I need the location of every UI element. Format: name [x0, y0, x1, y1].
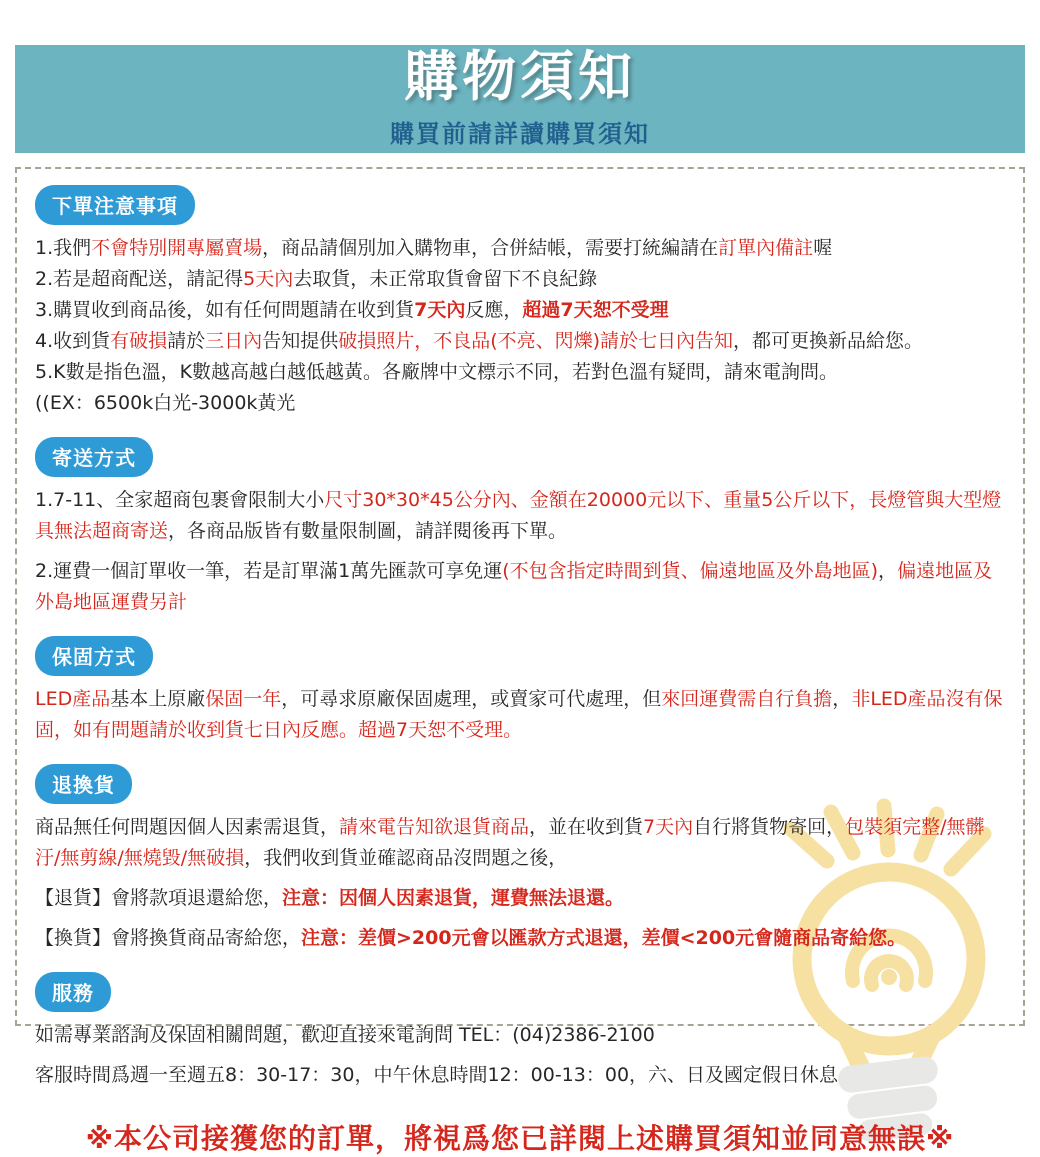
text-line: [35, 264, 1005, 295]
highlight-run: 不會特別開專屬賣場: [91, 237, 263, 259]
highlight-run: 7天內: [414, 299, 466, 321]
text-run: 請於: [167, 330, 206, 352]
footer-note: ※本公司接獲您的訂單，將視爲您已詳閱上述購買須知並同意無誤※: [85, 1122, 955, 1155]
notice-box: [15, 167, 1025, 1155]
text-run: 商品無任何問題因個人因素需退貨，: [35, 816, 340, 838]
highlight-run: 5天內: [243, 268, 294, 290]
highlight-run: 包裝須完整/無髒汙/無剪線/無燒毀/無破損: [35, 816, 985, 869]
text-line: [35, 1060, 1005, 1091]
text-run: 1.7-11、全家超商包裹會限制大小: [35, 489, 325, 511]
highlight-run: 尺寸30*30*45公分內、金額在20000元以下、重量5公斤以下，長燈管與大型燈具無法超商寄送: [35, 489, 1002, 542]
text-run: 如需專業諮詢及保固相關問題，歡迎直接來電詢問 TEL：(04)2386-2100: [35, 1024, 655, 1046]
highlight-run: 有破損: [110, 330, 168, 352]
text-run: 2.若是超商配送，請記得: [35, 268, 244, 290]
page-title: 購物須知: [404, 45, 636, 109]
text-run: 1.我們: [35, 237, 92, 259]
text-line: [35, 326, 1005, 357]
section-returns: [35, 762, 1005, 954]
text-run: ，可尋求原廠保固處理，或賣家可代處理，但: [281, 688, 662, 710]
text-line: [35, 295, 1005, 326]
highlight-run: (不包含指定時間到貨、偏遠地區及外島地區): [502, 560, 879, 582]
section-warranty: [35, 634, 1005, 746]
page-subtitle: 購買前請詳讀購買須知: [390, 119, 650, 148]
highlight-run: 7天內: [643, 816, 694, 838]
text-line: [35, 923, 1005, 954]
highlight-run: 破損照片，不良品(不亮、閃爍)請於七日內告知: [338, 330, 734, 352]
text-line: [35, 388, 1005, 419]
text-line: [35, 812, 1005, 874]
text-line: [35, 1020, 1005, 1051]
text-line: [35, 357, 1005, 388]
highlight-run: 注意：因個人因素退貨，運費無法退還。: [282, 887, 625, 909]
section-order-notes: [35, 183, 1005, 419]
highlight-run: 偏遠地區及外島地區運費另計: [35, 560, 993, 613]
text-run: 3.購買收到商品後，如有任何問題請在收到貨: [35, 299, 415, 321]
text-line: [35, 556, 1005, 618]
section-service: [35, 970, 1005, 1091]
text-run: 【退貨】會將款項退還給您，: [35, 887, 283, 909]
text-run: ，商品請個別加入購物車，合併結帳，需要打統編請在: [262, 237, 719, 259]
text-run: 自行將貨物寄回，: [693, 816, 846, 838]
highlight-run: LED產品: [35, 688, 111, 710]
section-label-order-notes: 下單注意事項: [35, 185, 195, 225]
text-run: 告知提供: [262, 330, 339, 352]
text-run: 5.K數是指色溫，K數越高越白越低越黃。各廠牌中文標示不同，若對色溫有疑問，請來電詢問。: [35, 361, 839, 383]
text-run: ，: [878, 560, 898, 582]
highlight-run: 三日內: [205, 330, 263, 352]
text-line: [35, 684, 1005, 746]
text-run: 去取貨，未正常取貨會留下不良紀錄: [293, 268, 598, 290]
text-run: 4.收到貨: [35, 330, 111, 352]
text-run: 客服時間爲週一至週五8：30-17：30，中午休息時間12：00-13：00，六、日及國定假日休息: [35, 1064, 839, 1086]
text-run: ，我們收到貨並確認商品沒問題之後，: [244, 847, 568, 869]
text-line: [35, 233, 1005, 264]
text-line: [35, 485, 1005, 547]
text-run: 2.運費一個訂單收一筆，若是訂單滿1萬先匯款可享免運: [35, 560, 503, 582]
text-run: ，各商品版皆有數量限制圖，請詳閱後再下單。: [168, 520, 568, 542]
text-run: 反應，: [465, 299, 523, 321]
text-run: ，並在收到貨: [529, 816, 644, 838]
text-run: ，都可更換新品給您。: [733, 330, 924, 352]
highlight-run: 注意：差價>200元會以匯款方式退還，差價<200元會隨商品寄給您。: [301, 927, 907, 949]
section-label-shipping: 寄送方式: [35, 437, 153, 477]
text-run: 喔: [813, 237, 833, 259]
highlight-run: 超過7天恕不受理: [522, 299, 669, 321]
section-label-service: 服務: [35, 972, 111, 1012]
text-run: ((EX：6500k白光-3000k黃光: [35, 392, 296, 414]
text-line: [35, 883, 1005, 914]
highlight-run: 來回運費需自行負擔: [661, 688, 833, 710]
header-banner: [15, 45, 1025, 153]
text-run: 【換貨】會將換貨商品寄給您，: [35, 927, 302, 949]
section-shipping: [35, 435, 1005, 618]
highlight-run: 保固一年: [205, 688, 282, 710]
section-label-warranty: 保固方式: [35, 636, 153, 676]
highlight-run: 非LED產品沒有保固，如有問題請於收到貨七日內反應。超過7天恕不受理。: [35, 688, 1003, 741]
content-sections: [35, 183, 1005, 1091]
highlight-run: 訂單內備註: [718, 237, 814, 259]
text-run: ，: [832, 688, 852, 710]
section-label-returns: 退換貨: [35, 764, 132, 804]
text-run: 基本上原廠: [110, 688, 206, 710]
highlight-run: 請來電告知欲退貨商品: [339, 816, 530, 838]
